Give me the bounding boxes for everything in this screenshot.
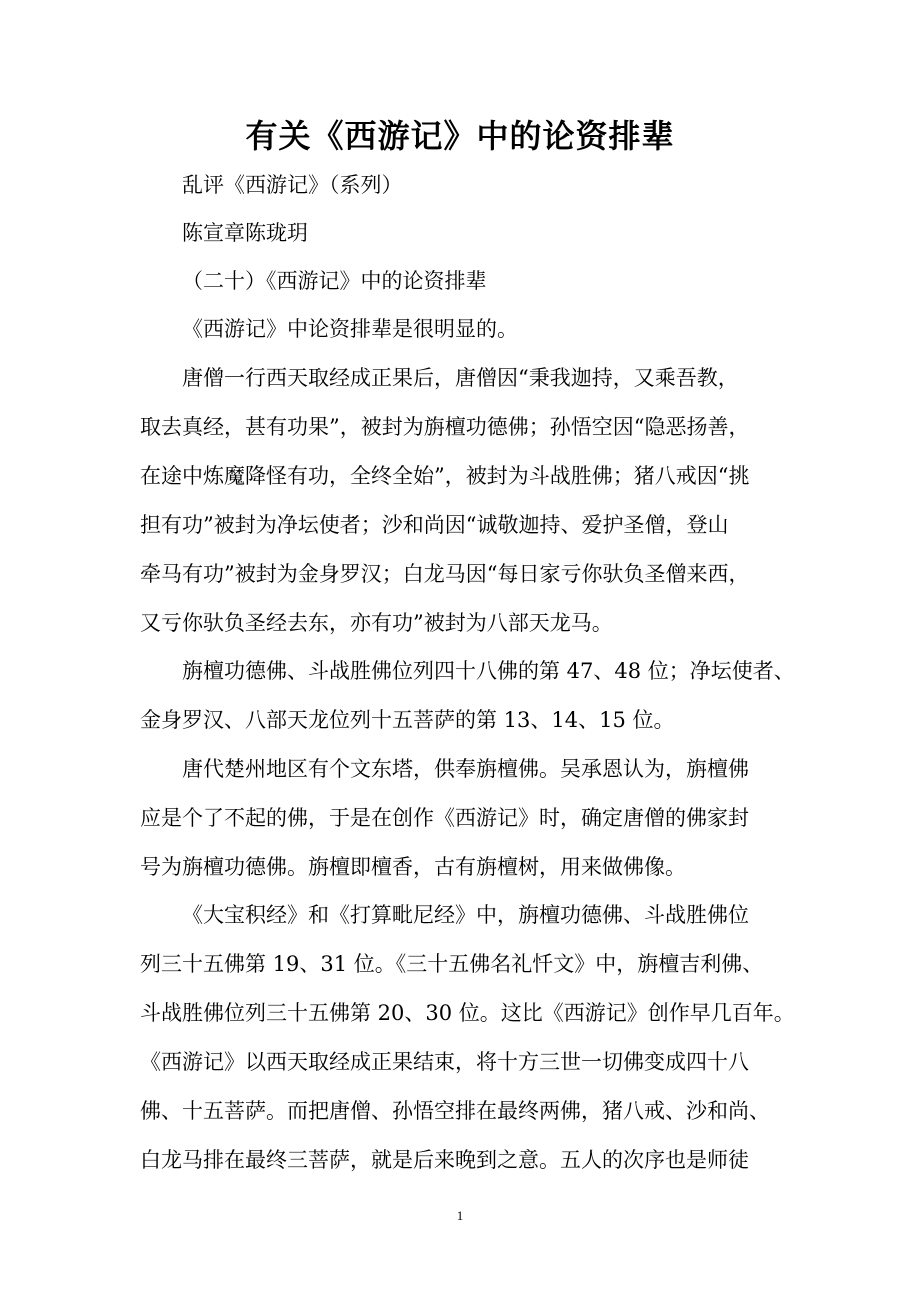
paragraph-line: 《西游记》以西天取经成正果结束，将十方三世一切佛变成四十八 xyxy=(140,1050,749,1074)
paragraph-line: 白龙马排在最终三菩萨，就是后来晚到之意。五人的次序也是师徒 xyxy=(140,1148,749,1172)
paragraph-line: 又亏你驮负圣经去东，亦有功”被封为八部天龙马。 xyxy=(140,611,613,635)
document-title: 有关《西游记》中的论资排辈 xyxy=(245,117,675,155)
paragraph-line: 担有功”被封为净坛使者；沙和尚因“诚敬迦持、爱护圣僧，登山 xyxy=(140,513,729,537)
paragraph-line: 斗战胜佛位列三十五佛第 20、30 位。这比《西游记》创作早几百年。 xyxy=(140,1001,795,1025)
paragraph-line: 佛、十五菩萨。而把唐僧、孙悟空排在最终两佛，猪八戒、沙和尚、 xyxy=(140,1099,770,1123)
author-line: 陈宣章陈珑玥 xyxy=(182,221,308,245)
paragraph-line: 唐代楚州地区有个文东塔，供奉旃檀佛。吴承恩认为，旃檀佛 xyxy=(182,757,749,781)
page-number: 1 xyxy=(456,1208,464,1223)
paragraph-line: 应是个了不起的佛，于是在创作《西游记》时，确定唐僧的佛家封 xyxy=(140,806,749,830)
paragraph-line: 旃檀功德佛、斗战胜佛位列四十八佛的第 47、48 位；净坛使者、 xyxy=(182,659,795,683)
paragraph-line: 金身罗汉、八部天龙位列十五菩萨的第 13、14、15 位。 xyxy=(140,708,675,732)
series-line: 乱评《西游记》（系列） xyxy=(182,173,403,197)
paragraph-line: 《大宝积经》和《打算毗尼经》中，旃檀功德佛、斗战胜佛位 xyxy=(182,903,749,927)
paragraph-line: 列三十五佛第 19、31 位。《三十五佛名礼忏文》中，旃檀吉利佛、 xyxy=(140,952,764,976)
paragraph-line: 取去真经，甚有功果”，被封为旃檀功德佛；孙悟空因“隐恶扬善， xyxy=(140,415,750,439)
paragraph-line: 牵马有功”被封为金身罗汉；白龙马因“每日家亏你驮负圣僧来西， xyxy=(140,562,750,586)
paragraph-line: 号为旃檀功德佛。旃檀即檀香，古有旃檀树，用来做佛像。 xyxy=(140,855,686,879)
paragraph-line: 《西游记》中论资排辈是很明显的。 xyxy=(182,317,518,341)
paragraph-line: 唐僧一行西天取经成正果后，唐僧因“秉我迦持，又乘吾教， xyxy=(182,366,739,390)
chapter-heading: （二十）《西游记》中的论资排辈 xyxy=(182,269,487,293)
paragraph-line: 在途中炼魔降怪有功，全终全始”，被封为斗战胜佛；猪八戒因“挑 xyxy=(140,464,750,488)
